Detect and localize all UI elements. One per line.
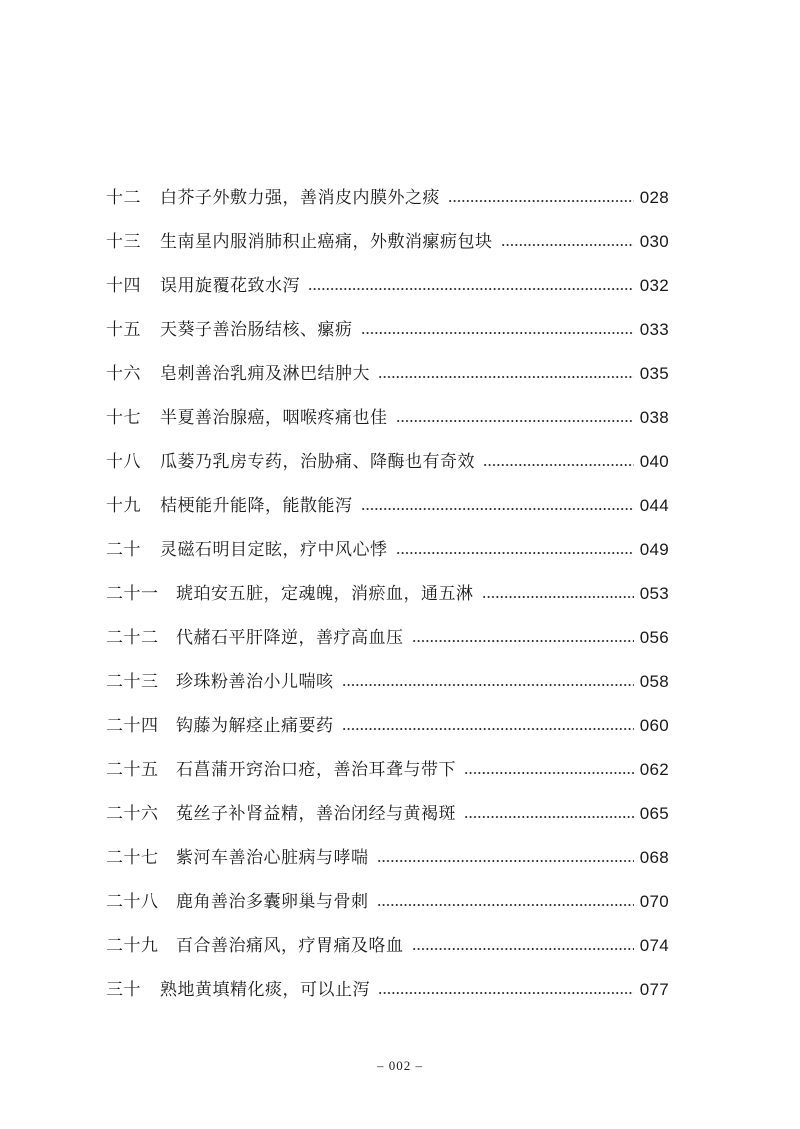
toc-entry[interactable] xyxy=(106,623,669,653)
toc-leader-dots xyxy=(342,684,634,686)
toc-entry-page: 062 xyxy=(639,760,669,779)
toc-entry-page: 035 xyxy=(639,364,669,383)
toc-entry[interactable] xyxy=(106,667,669,697)
toc-leader-dots xyxy=(483,464,634,466)
toc-entry-number: 二十六 xyxy=(106,804,159,824)
toc-entry[interactable] xyxy=(106,315,669,345)
toc-entry[interactable] xyxy=(106,447,669,477)
toc-entry-title: 瓜蒌乃乳房专药，治胁痛、降酶也有奇效 xyxy=(160,452,475,472)
toc-entry-page: 049 xyxy=(639,540,669,559)
toc-entry-title: 菟丝子补肾益精，善治闭经与黄褐斑 xyxy=(176,804,456,824)
toc-entry-page: 068 xyxy=(639,848,669,867)
toc-leader-dots xyxy=(378,992,634,994)
toc-entry-title: 石菖蒲开窍治口疮，善治耳聋与带下 xyxy=(176,760,456,780)
toc-entry-number: 二十 xyxy=(106,540,141,560)
toc-entry-number: 二十二 xyxy=(106,628,159,648)
toc-entry[interactable] xyxy=(106,183,669,213)
toc-leader-dots xyxy=(412,948,634,950)
toc-entry[interactable] xyxy=(106,403,669,433)
toc-entry[interactable] xyxy=(106,711,669,741)
toc-entry-title: 代赭石平肝降逆，善疗高血压 xyxy=(176,628,404,648)
toc-leader-dots xyxy=(377,860,634,862)
toc-entry-title: 珍珠粉善治小儿喘咳 xyxy=(176,672,334,692)
toc-entry[interactable] xyxy=(106,799,669,829)
toc-leader-dots xyxy=(501,244,634,246)
toc-entry-title: 白芥子外敷力强，善消皮内膜外之痰 xyxy=(160,188,440,208)
toc-entry[interactable] xyxy=(106,843,669,873)
toc-leader-dots xyxy=(378,376,634,378)
toc-entry-page: 032 xyxy=(639,276,669,295)
toc-entry-page: 070 xyxy=(639,892,669,911)
toc-entry-number: 二十三 xyxy=(106,672,159,692)
toc-entry[interactable] xyxy=(106,887,669,917)
toc-entry[interactable] xyxy=(106,975,669,1005)
toc-entry[interactable] xyxy=(106,359,669,389)
toc-entry-page: 056 xyxy=(639,628,669,647)
toc-entry-title: 百合善治痛风，疗胃痛及咯血 xyxy=(176,936,404,956)
toc-leader-dots xyxy=(396,420,634,422)
toc-entry-page: 040 xyxy=(639,452,669,471)
toc-entry-page: 044 xyxy=(639,496,669,515)
toc-entry-number: 二十八 xyxy=(106,892,159,912)
toc-entry-title: 熟地黄填精化痰，可以止泻 xyxy=(160,980,370,1000)
toc-entry-title: 生南星内服消肺积止癌痛，外敷消瘰疬包块 xyxy=(160,232,493,252)
toc-entry-title: 皂刺善治乳痈及淋巴结肿大 xyxy=(160,364,370,384)
toc-leader-dots xyxy=(464,772,634,774)
toc-entry[interactable] xyxy=(106,931,669,961)
toc-entry-number: 三十 xyxy=(106,980,141,1000)
toc-entry-number: 十五 xyxy=(106,320,141,340)
toc-entry-page: 060 xyxy=(639,716,669,735)
toc-leader-dots xyxy=(412,640,634,642)
toc-entry-title: 紫河车善治心脏病与哮喘 xyxy=(176,848,369,868)
toc-entry-title: 桔梗能升能降，能散能泻 xyxy=(160,496,353,516)
toc-leader-dots xyxy=(361,332,634,334)
toc-entry-number: 十八 xyxy=(106,452,141,472)
toc-leader-dots xyxy=(377,904,634,906)
toc-entry-number: 十四 xyxy=(106,276,141,296)
page-number: – 002 – xyxy=(377,1058,423,1073)
toc-entry[interactable] xyxy=(106,579,669,609)
toc-entry-title: 误用旋覆花致水泻 xyxy=(160,276,300,296)
toc-entry[interactable] xyxy=(106,755,669,785)
toc-entry-page: 028 xyxy=(639,188,669,207)
toc-leader-dots xyxy=(464,816,634,818)
toc-entry-page: 053 xyxy=(639,584,669,603)
toc-entry-page: 038 xyxy=(639,408,669,427)
toc-entry-number: 二十七 xyxy=(106,848,159,868)
toc-leader-dots xyxy=(448,200,634,202)
toc-entry-title: 钩藤为解痉止痛要药 xyxy=(176,716,334,736)
toc-entry-number: 二十五 xyxy=(106,760,159,780)
toc-entry-page: 058 xyxy=(639,672,669,691)
toc-leader-dots xyxy=(482,596,634,598)
toc-entry-number: 十六 xyxy=(106,364,141,384)
toc-entry[interactable] xyxy=(106,227,669,257)
toc-leader-dots xyxy=(396,552,634,554)
toc-entry-number: 十三 xyxy=(106,232,141,252)
toc-entry[interactable] xyxy=(106,535,669,565)
toc-entry[interactable] xyxy=(106,271,669,301)
toc-entry-title: 天葵子善治肠结核、瘰疬 xyxy=(160,320,353,340)
toc-entry-page: 065 xyxy=(639,804,669,823)
toc-entry-number: 二十四 xyxy=(106,716,159,736)
toc-entry[interactable] xyxy=(106,491,669,521)
toc-leader-dots xyxy=(308,288,634,290)
toc-entry-number: 十七 xyxy=(106,408,141,428)
toc-leader-dots xyxy=(361,508,634,510)
toc-entry-title: 灵磁石明目定眩，疗中风心悸 xyxy=(160,540,388,560)
toc-entry-number: 二十一 xyxy=(106,584,159,604)
toc-entry-page: 033 xyxy=(639,320,669,339)
toc-entry-number: 十二 xyxy=(106,188,141,208)
toc-entry-title: 鹿角善治多囊卵巢与骨刺 xyxy=(176,892,369,912)
toc-entry-page: 030 xyxy=(639,232,669,251)
toc-entry-title: 琥珀安五脏，定魂魄，消瘀血，通五淋 xyxy=(176,584,474,604)
toc-entry-title: 半夏善治腺癌，咽喉疼痛也佳 xyxy=(160,408,388,428)
toc-entry-page: 077 xyxy=(639,980,669,999)
toc-entry-page: 074 xyxy=(639,936,669,955)
toc-leader-dots xyxy=(342,728,634,730)
toc-entry-number: 二十九 xyxy=(106,936,159,956)
toc-entry-number: 十九 xyxy=(106,496,141,516)
